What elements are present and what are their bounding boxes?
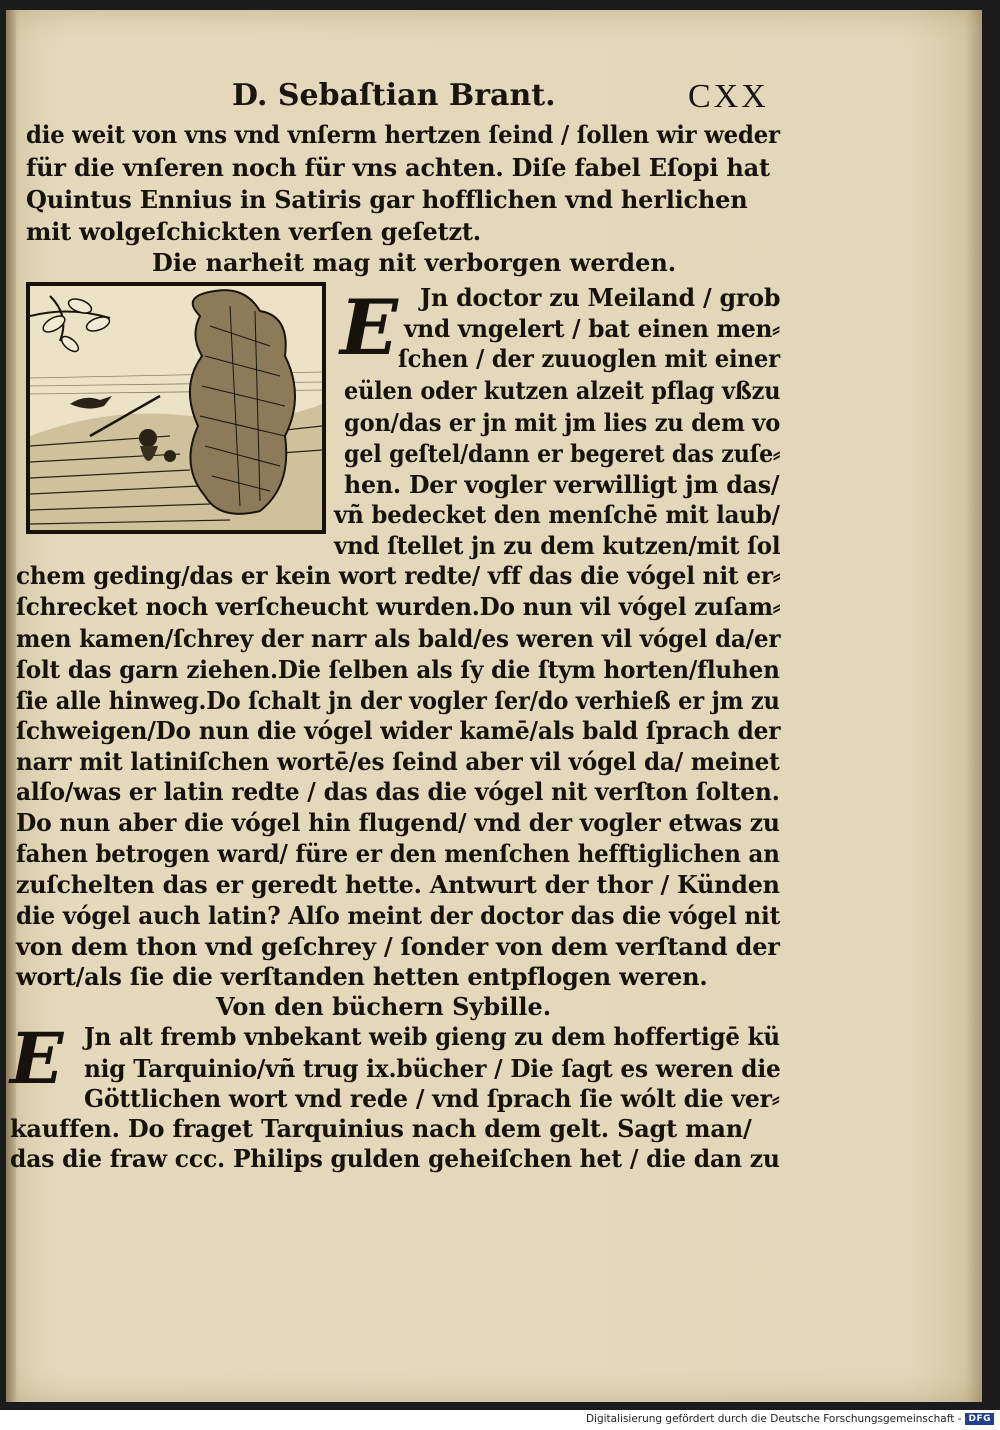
initial-letter: E — [340, 283, 398, 372]
text-line: narr mit latiniſchen wortē/es ſeind aber vil vógel da/ meinet — [16, 747, 780, 776]
section-heading: Von den büchern Sybille. — [216, 992, 552, 1021]
text-line: fahen betrogen ward/ füre er den menſchen hefftiglichen an — [16, 839, 780, 868]
section-heading: Die narheit mag nit verborgen werden. — [152, 248, 677, 277]
text-line: vnd ſtellet jn zu dem kutzen/mit ſol — [334, 531, 781, 560]
text-line: ſolt das garn ziehen.Die ſelben als ſy die ſtym horten/fluhen — [16, 655, 780, 684]
text-line: ſchen / der zuuoglen mit einer — [398, 344, 780, 373]
text-line: wort/als ſie die verſtanden hetten entpflogen weren. — [16, 962, 708, 991]
text-line: alſo/was er latin redte / das das die vógel nit verſton ſolten. — [16, 777, 780, 806]
text-line: die vógel auch latin? Alſo meint der doctor das die vógel nit — [16, 901, 781, 930]
text-line: für die vnſeren noch für vns achten. Diſe fabel Eſopi hat — [26, 153, 770, 182]
running-head-title: D. Sebaſtian Brant. — [232, 78, 556, 113]
text-line: ſchweigen/Do nun die vógel wider kamē/als bald ſprach der — [16, 716, 781, 745]
text-line: zuſchelten das er geredt hette. Antwurt der thor / Künden — [16, 870, 780, 899]
folio-number: CXX — [688, 78, 769, 115]
text-line: chem geding/das er kein wort redte/ vff das die vógel nit er⸗ — [16, 561, 781, 590]
text-line: das die fraw ccc. Philips gulden geheiſchen het / die dan zu — [10, 1144, 780, 1173]
woodcut-bird-catcher-icon — [30, 286, 322, 530]
digitization-credit — [586, 1413, 1000, 1425]
text-line: nig Tarquinio/vñ trug ix.bücher / Die ſagt es weren die — [84, 1054, 781, 1083]
text-line: vnd vngelert / bat einen men⸗ — [404, 314, 780, 343]
page-gutter — [6, 10, 16, 1402]
text-line: gon/das er jn mit jm lies zu dem vo — [344, 408, 781, 437]
text-line: gel geſtel/dann er begeret das zuſe⸗ — [344, 439, 781, 468]
text-line: Do nun aber die vógel hin flugend/ vnd der vogler etwas zu — [16, 808, 780, 837]
text-line: die weit von vns vnd vnſerm hertzen ſeind / ſollen wir weder — [26, 120, 780, 149]
text-line: men kamen/ſchrey der narr als bald/es weren vil vógel da/er — [16, 624, 781, 653]
initial-letter: E — [10, 1017, 64, 1100]
footer-text: Digitalisierung gefördert durch die Deutsche Forschungsgemeinschaft - — [585, 1413, 962, 1425]
text-line: ſchrecket noch verſcheucht wurden.Do nun vil vógel zuſam⸗ — [16, 592, 781, 621]
text-line: vñ bedecket den menſchē mit laub/ — [334, 500, 780, 529]
text-line: mit wolgeſchickten verſen geſetzt. — [26, 217, 481, 246]
text-line: kauffen. Do fraget Tarquinius nach dem gelt. Sagt man/ — [10, 1114, 752, 1143]
text-line: eülen oder kutzen alzeit pflag vßzu — [344, 376, 781, 405]
dfg-logo: DFG — [965, 1413, 994, 1425]
text-line: Jn alt fremb vnbekant weib gieng zu dem hoffertigē kü — [84, 1022, 780, 1051]
text-line: ſie alle hinweg.Do ſchalt jn der vogler ſer/do verhieß er jm zu — [16, 686, 780, 715]
text-line: Quintus Ennius in Satiris gar hofflichen vnd herlichen — [26, 185, 748, 214]
text-line: Göttlichen wort vnd rede / vnd ſprach ſie wólt die ver⸗ — [84, 1084, 780, 1113]
text-line: von dem thon vnd geſchrey / ſonder von dem verſtand der — [16, 932, 780, 961]
woodcut-illustration — [26, 282, 326, 534]
text-line: hen. Der vogler verwilligt jm das/ — [344, 470, 780, 499]
text-line: Jn doctor zu Meiland / grob — [420, 283, 781, 312]
